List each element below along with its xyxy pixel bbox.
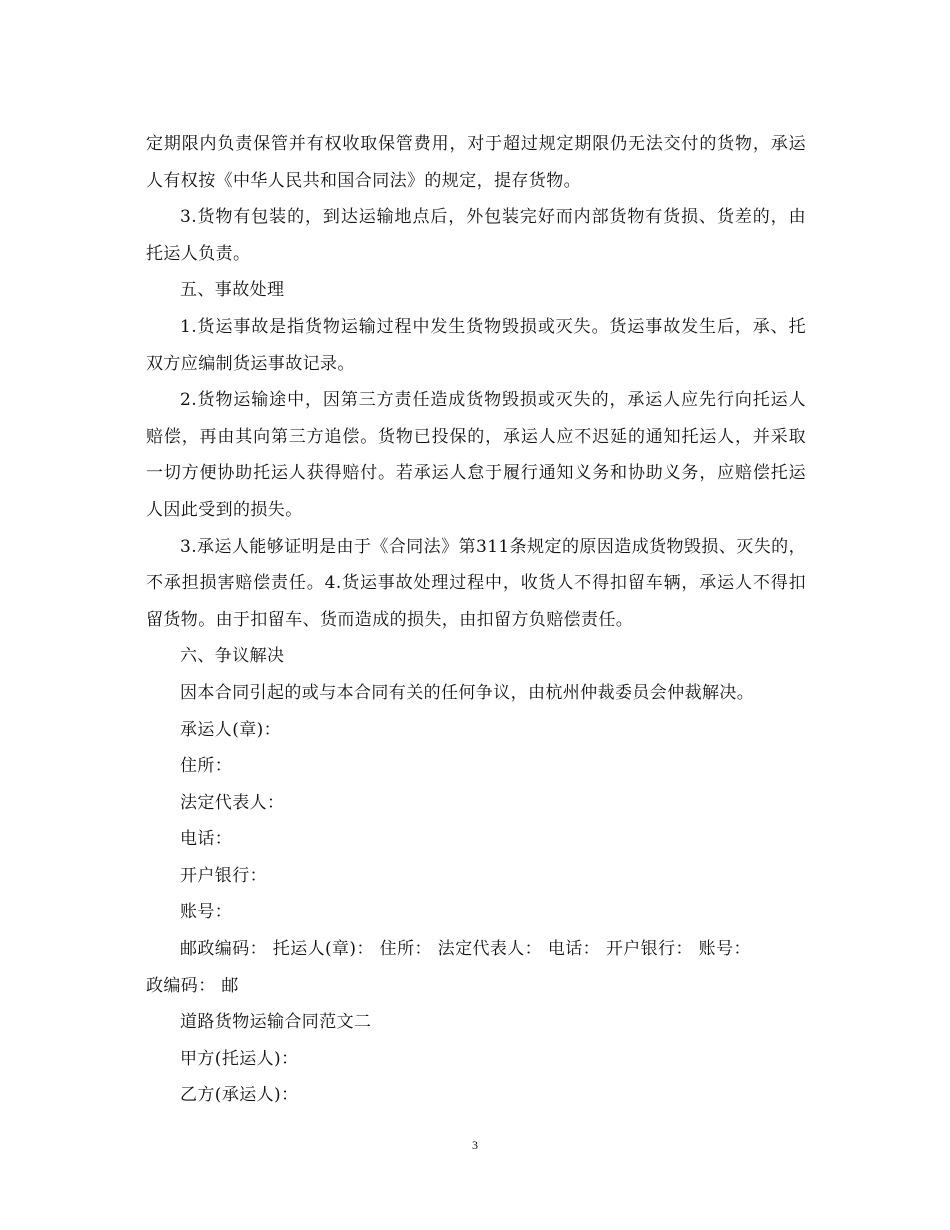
section-title-sample-two: 道路货物运输合同范文二 <box>180 1012 372 1033</box>
field-account: 账号： <box>180 902 233 923</box>
party-a-shipper: 甲方(托运人)： <box>180 1048 299 1069</box>
section-heading-accident-handling: 五、事故处理 <box>180 280 285 301</box>
field-carrier-seal: 承运人(章)： <box>180 719 282 740</box>
field-phone: 电话： <box>180 829 233 850</box>
combined-shipper-fields-continuation: 政编码： 邮 <box>146 975 239 996</box>
document-body <box>146 126 806 1114</box>
party-b-carrier: 乙方(承运人)： <box>180 1085 299 1106</box>
field-address: 住所： <box>180 756 233 777</box>
combined-shipper-fields-line: 邮政编码： 托运人(章)： 住所： 法定代表人： 电话： 开户银行： 账号： <box>180 939 751 960</box>
page-number: 3 <box>472 1138 478 1152</box>
paragraph-third-party-liability: 2.货物运输途中，因第三方责任造成货物毁损或灭失的，承运人应先行向托运人赔偿，再由其向第三方追偿。货物已投保的，承运人应不迟延的通知托运人，并采取一切方便协助托运人获得赔付。若承运人怠于履行通知义务和协助义务，应赔偿托运人因此受到的损失。 <box>146 390 806 520</box>
field-bank: 开户银行： <box>180 865 267 886</box>
field-legal-representative: 法定代表人： <box>180 792 285 813</box>
paragraph-arbitration: 因本合同引起的或与本合同有关的任何争议，由杭州仲裁委员会仲裁解决。 <box>180 682 755 703</box>
paragraph-exemption-clause: 3.承运人能够证明是由于《合同法》第311条规定的原因造成货物毁损、灭失的，不承担损害赔偿责任。4.货运事故处理过程中，收货人不得扣留车辆，承运人不得扣留货物。由于扣留车、货而造成的损失，由扣留方负赔偿责任。 <box>146 536 806 630</box>
paragraph-storage-clause: 定期限内负责保管并有权收取保管费用，对于超过规定期限仍无法交付的货物，承运人有权按《中华人民共和国合同法》的规定，提存货物。 <box>146 134 806 191</box>
paragraph-packaging-clause: 3.货物有包装的，到达运输地点后，外包装完好而内部货物有货损、货差的，由托运人负责。 <box>146 207 806 264</box>
paragraph-accident-definition: 1.货运事故是指货物运输过程中发生货物毁损或灭失。货运事故发生后，承、托双方应编制货运事故记录。 <box>146 316 806 374</box>
section-heading-dispute-resolution: 六、争议解决 <box>180 646 285 667</box>
